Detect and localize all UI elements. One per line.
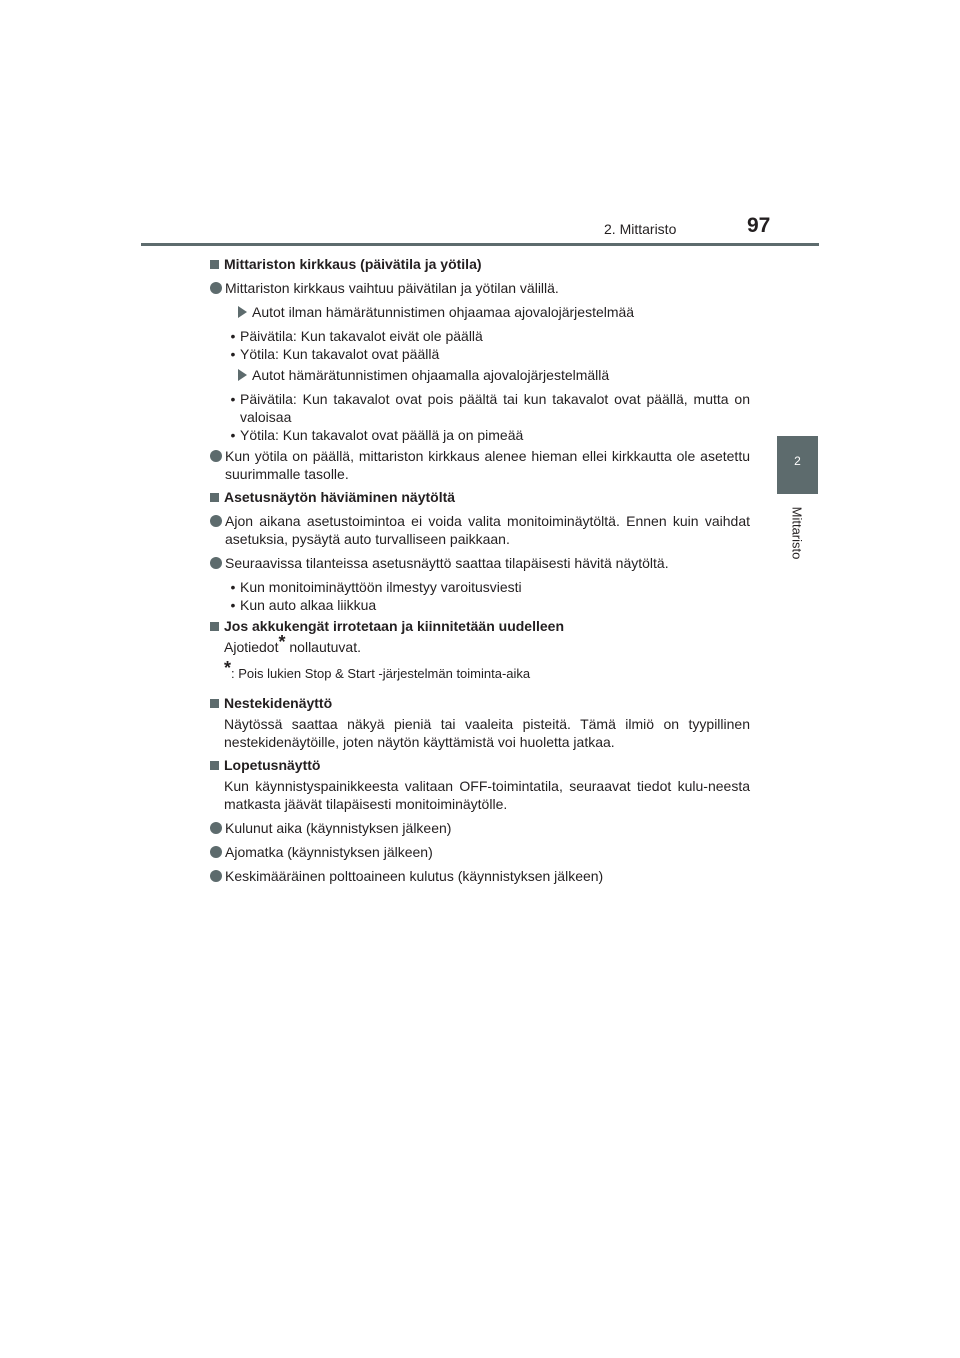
triangle-arrow-icon: [238, 369, 247, 381]
circle-bullet-icon: [210, 515, 222, 527]
section-heading: [210, 756, 750, 774]
list-item-text: Mittariston kirkkaus vaihtuu päivätilan ja yötilan välillä.: [225, 280, 559, 296]
page-number: 97: [747, 214, 771, 237]
circle-bullet-icon: [210, 822, 222, 834]
list-item-text: Päivätila: Kun takavalot eivät ole päällä: [240, 328, 483, 344]
dot-bullet: •: [230, 427, 236, 443]
paragraph: [224, 632, 750, 656]
list-item-text: Kun yötila on päällä, mittariston kirkkaus alenee hieman ellei kirkkautta ole asetettu suurimmalle tasolle.: [225, 448, 750, 482]
section-heading: [210, 617, 750, 635]
heading-text: Lopetusnäyttö: [224, 757, 321, 773]
heading-text: Asetusnäytön häviäminen näytöltä: [224, 489, 456, 505]
list-item-text: Ajon aikana asetustoimintoa ei voida valita monitoiminäytöltä. Ennen kuin vaihdat asetuksia, pysäytä auto turvalliseen paikkaan.: [225, 513, 750, 547]
footnote-marker: *: [224, 658, 232, 678]
heading-text: Nestekidenäyttö: [224, 695, 333, 711]
sub-heading-text: Autot hämärätunnistimen ohjaamalla ajovalojärjestelmällä: [252, 367, 610, 383]
list-item: [210, 819, 750, 837]
section-heading: [210, 255, 750, 273]
section-heading: [210, 488, 750, 506]
section-title: 2. Mittaristo: [604, 221, 677, 237]
page-content: [210, 255, 750, 885]
sub-heading: [238, 303, 750, 321]
dot-bullet: •: [230, 346, 236, 362]
chapter-label: Mittaristo: [789, 506, 805, 560]
dot-bullet: •: [230, 328, 236, 344]
circle-bullet-icon: [210, 450, 222, 462]
list-item: [210, 867, 750, 885]
circle-bullet-icon: [210, 870, 222, 882]
paragraph: Kun käynnistyspainikkeesta valitaan OFF-toimintatila, seuraavat tiedot kulu-neesta matkasta jäävät tilapäisesti monitoiminäytölle.: [224, 778, 750, 812]
dot-bullet: •: [230, 597, 236, 613]
paragraph-text-end: nollautuvat.: [285, 639, 361, 655]
list-item-text: Yötila: Kun takavalot ovat päällä: [240, 346, 440, 362]
list-item-text: Kulunut aika (käynnistyksen jälkeen): [225, 820, 452, 836]
list-item-text: Keskimääräinen polttoaineen kulutus (käynnistyksen jälkeen): [225, 868, 604, 884]
paragraph-text: Ajotiedot: [224, 639, 279, 655]
list-item-text: Yötila: Kun takavalot ovat päällä ja on pimeää: [240, 427, 524, 443]
list-item: [226, 390, 750, 426]
list-item: [226, 578, 750, 596]
footnote: [224, 658, 750, 683]
circle-bullet-icon: [210, 557, 222, 569]
list-item-text: Seuraavissa tilanteissa asetusnäyttö saattaa tilapäisesti hävitä näytöltä.: [225, 555, 669, 571]
square-bullet-icon: [210, 260, 219, 269]
header-divider: [141, 243, 819, 246]
heading-text: Mittariston kirkkaus (päivätila ja yötila): [224, 256, 482, 272]
dot-bullet: •: [230, 391, 236, 407]
dot-bullet: •: [230, 579, 236, 595]
section-heading: [210, 694, 750, 712]
list-item: [210, 843, 750, 861]
chapter-tab: [777, 436, 818, 494]
list-item-text: Päivätila: Kun takavalot ovat pois päältä tai kun takavalot ovat päällä, mutta on valoisaa: [240, 391, 750, 425]
heading-text: Jos akkukengät irrotetaan ja kiinnitetään uudelleen: [224, 618, 564, 634]
circle-bullet-icon: [210, 846, 222, 858]
sub-heading: [238, 366, 750, 384]
paragraph: Näytössä saattaa näkyä pieniä tai vaaleita pisteitä. Tämä ilmiö on tyypillinen nestekidenäytöille, joten näytön käyttämistä voi huoletta jatkaa.: [224, 716, 750, 750]
list-item: [210, 279, 750, 297]
list-item: [210, 512, 750, 548]
sub-heading-text: Autot ilman hämärätunnistimen ohjaamaa ajovalojärjestelmää: [252, 304, 635, 320]
square-bullet-icon: [210, 493, 219, 502]
footnote-marker: *: [278, 632, 286, 652]
footnote-text: : Pois lukien Stop & Start -järjestelmän toiminta-aika: [231, 666, 531, 681]
list-item-text: Kun monitoiminäyttöön ilmestyy varoitusviesti: [240, 579, 522, 595]
list-item: [226, 596, 750, 614]
square-bullet-icon: [210, 622, 219, 631]
square-bullet-icon: [210, 699, 219, 708]
list-item: [210, 554, 750, 572]
list-item-text: Kun auto alkaa liikkua: [240, 597, 377, 613]
circle-bullet-icon: [210, 282, 222, 294]
list-item: [226, 426, 750, 444]
list-item: [226, 327, 750, 345]
list-item-text: Ajomatka (käynnistyksen jälkeen): [225, 844, 433, 860]
chapter-number: 2: [794, 454, 801, 468]
list-item: [226, 345, 750, 363]
square-bullet-icon: [210, 761, 219, 770]
list-item: [210, 447, 750, 483]
triangle-arrow-icon: [238, 306, 247, 318]
